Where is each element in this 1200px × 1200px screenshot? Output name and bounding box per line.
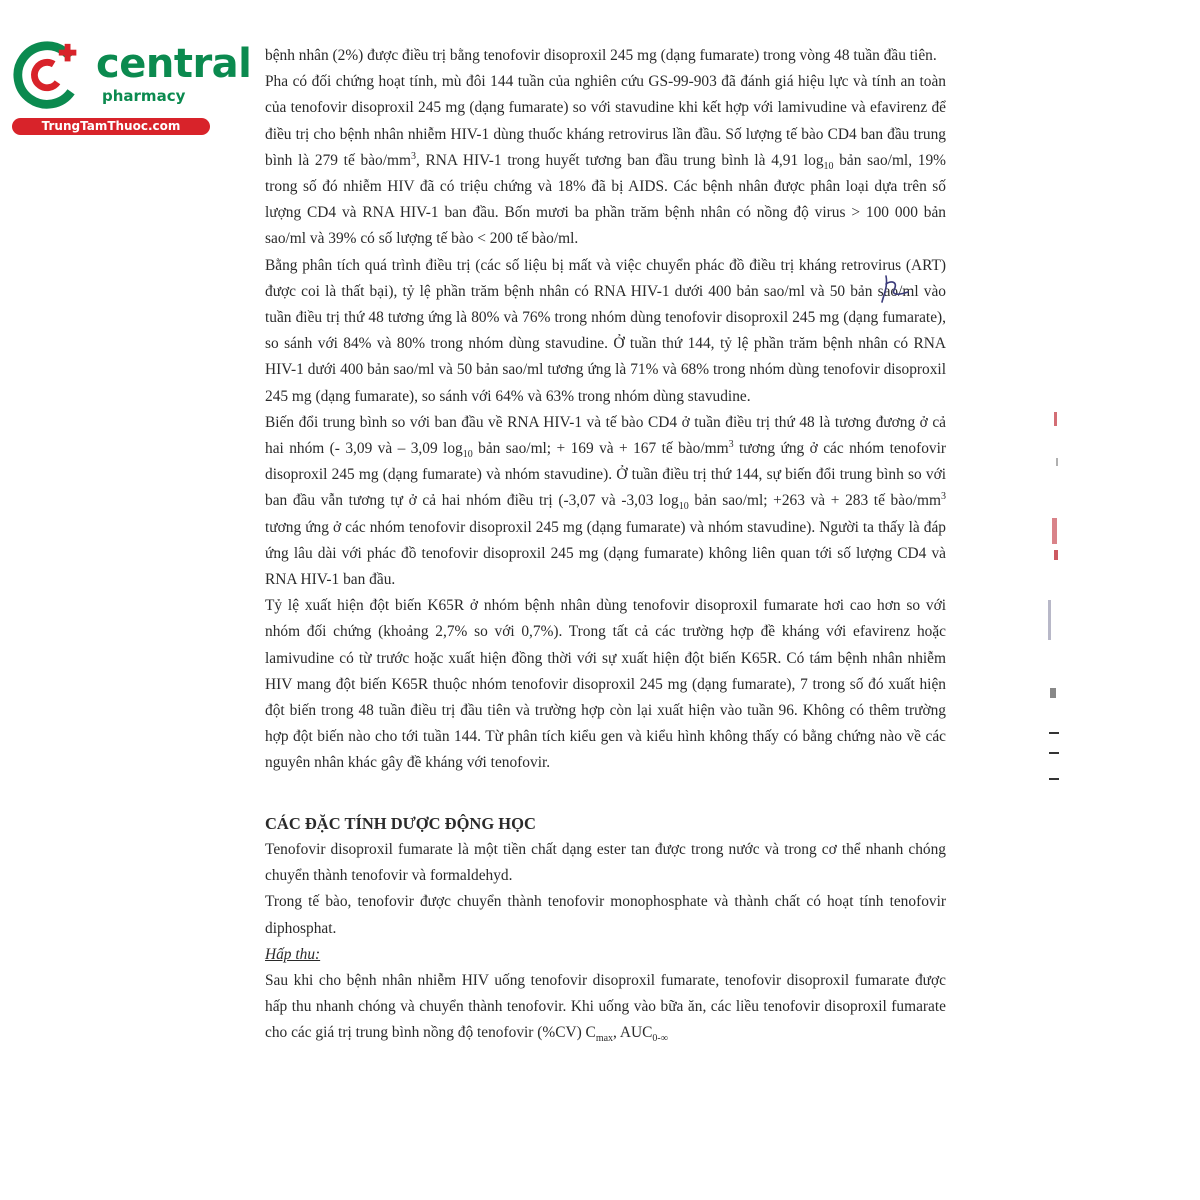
superscript: 3 [728,438,734,450]
paragraph-4 [265,410,946,593]
paragraph-3: Bằng phân tích quá trình điều trị (các số liệu bị mất và việc chuyển phác đồ điều trị kháng retrovirus (ART) được coi là thất bại), tỷ lệ phần trăm bệnh nhân có RNA HIV-1 dưới 400 bản sao/ml và 50 bản sao/ml vào tuần điều trị thứ 48 tương ứng là 80% và 76% trong nhóm dùng tenofovir disoproxil 245 mg (dạng fumarate), so sánh với 84% và 80% trong nhóm dùng stavudine. Ở tuần thứ 144, tỷ lệ phần trăm bệnh nhân có RNA HIV-1 dưới 400 bản sao/ml và 50 bản sao/ml tương ứng là 71% và 68% trong nhóm dùng tenofovir disoproxil 245 mg (dạng fumarate), so sánh với 64% và 63% trong nhóm dùng stavudine. [265,256,946,405]
section-heading: CÁC ĐẶC TÍNH DƯỢC ĐỘNG HỌC [265,813,536,833]
subscript: 10 [462,449,473,461]
paragraph-4-part-a: Biến đổi trung bình so với ban đầu về RNA HIV-1 và tế bào CD4 ở tuần điều trị thứ 48 là tương đương ở cả hai nhóm (- 3,09 và – 3,09 log [265,413,946,458]
central-logo-icon [12,38,90,116]
logo-website[interactable]: TrungTamThuoc.com [12,118,210,135]
logo-tagline: pharmacy [102,87,186,105]
paragraph-4-part-c: tương ứng ở các nhóm tenofovir disoproxil 245 mg (dạng fumarate) và nhóm stavudine). Ở tuần điều trị thứ 144, sự biến đổi trung bình so với ban đầu vẫn tương tự ở cả hai nhóm điều trị (-3,07 và -3,03 log [265,440,946,510]
paragraph-8 [265,968,946,1047]
paragraph-1: bệnh nhân (2%) được điều trị bằng tenofovir disoproxil 245 mg (dạng fumarate) trong vòng 48 tuần đầu tiên. [265,47,937,64]
paragraph-2-part-a: Pha có đối chứng hoạt tính, mù đôi 144 tuần của nghiên cứu GS-99-903 đã đánh giá hiệu lực và tính an toàn của tenofovir disoproxil 245 mg (dạng fumarate) so với stavudine khi kết hợp với lamivudine và efavirenz để điều trị cho bệnh nhân nhiễm HIV-1 dùng thuốc kháng retrovirus lần đầu. Số lượng tế bào CD4 ban đầu trung bình là 279 tế bào/mm [265,73,946,169]
paragraph-2-part-b: , RNA HIV-1 trong huyết tương ban đầu trung bình là 4,91 log [415,151,824,169]
paragraph-2-part-c: bản sao/ml, 19% trong số đó nhiễm HIV đã có triệu chứng và 18% đã bị AIDS. Các bệnh nhân được phân loại dựa trên số lượng CD4 và RNA HIV-1 ban đầu. Bốn mươi ba phần trăm bệnh nhân có nồng độ virus > 100 000 bản sao/ml và 39% có số lượng tế bào < 200 tế bào/ml. [265,151,946,248]
paragraph-4-part-d: bản sao/ml; +263 và + 283 tế bào/mm [688,492,941,510]
handwritten-initial-icon [878,272,914,308]
superscript: 3 [941,491,946,503]
paragraph-4-part-e: tương ứng ở các nhóm tenofovir disoproxil 245 mg (dạng fumarate) và nhóm stavudine). Người ta thấy là đáp ứng lâu dài với phác đồ tenofovir disoproxil 245 mg (dạng fumarate) không liên quan tới số lượng CD4 và RNA HIV-1 ban đầu. [265,518,946,589]
sub-heading: Hấp thu: [265,945,321,963]
paragraph-8-part-a: Sau khi cho bệnh nhân nhiễm HIV uống tenofovir disoproxil fumarate, tenofovir disoproxil fumarate được hấp thu nhanh chóng và chuyển thành tenofovir. Khi uống vào bữa ăn, các liều tenofovir disoproxil fumarate cho các giá trị trung bình nồng độ tenofovir (%CV) C [265,971,946,1042]
subscript: max [595,1033,614,1045]
subscript: 10 [823,160,834,172]
paragraph-5: Tỷ lệ xuất hiện đột biến K65R ở nhóm bệnh nhân dùng tenofovir disoproxil fumarate hơi cao hơn so với nhóm đối chứng (khoảng 2,7% so với 0,7%). Trong tất cả các trường hợp đề kháng với efavirenz hoặc lamivudine có từ trước hoặc xuất hiện đồng thời với sự xuất hiện đột biến K65R. Có tám bệnh nhân nhiễm HIV mang đột biến K65R thuộc nhóm tenofovir disoproxil 245 mg (dạng fumarate), 7 trong số đó xuất hiện đột biến trong 48 tuần điều trị đầu tiên và trường hợp còn lại xuất hiện vào tuần 96. Không có thêm trường hợp đột biến nào cho tới tuần 144. Từ phân tích kiểu gen và kiểu hình không thấy có bằng chứng nào về các nguyên nhân khác gây đề kháng với tenofovir. [265,597,946,772]
paragraph-8-part-b: , AUC [613,1024,653,1042]
paragraph-4-part-b: bản sao/ml; + 169 và + 167 tế bào/mm [472,440,729,458]
subscript: 10 [678,501,689,513]
logo-name: central [96,41,252,87]
paragraph-2 [265,69,946,252]
paragraph-7: Trong tế bào, tenofovir được chuyển thành tenofovir monophosphate và thành chất có hoạt tính tenofovir diphosphat. [265,893,946,937]
pharmacy-logo[interactable] [10,38,252,138]
scan-artifact-icon [1040,400,1070,800]
superscript: 3 [410,150,416,162]
subscript: 0-∞ [652,1033,668,1045]
document-body [265,43,946,1047]
paragraph-6: Tenofovir disoproxil fumarate là một tiền chất dạng ester tan được trong nước và trong cơ thể nhanh chóng chuyển thành tenofovir và formaldehyd. [265,840,946,885]
